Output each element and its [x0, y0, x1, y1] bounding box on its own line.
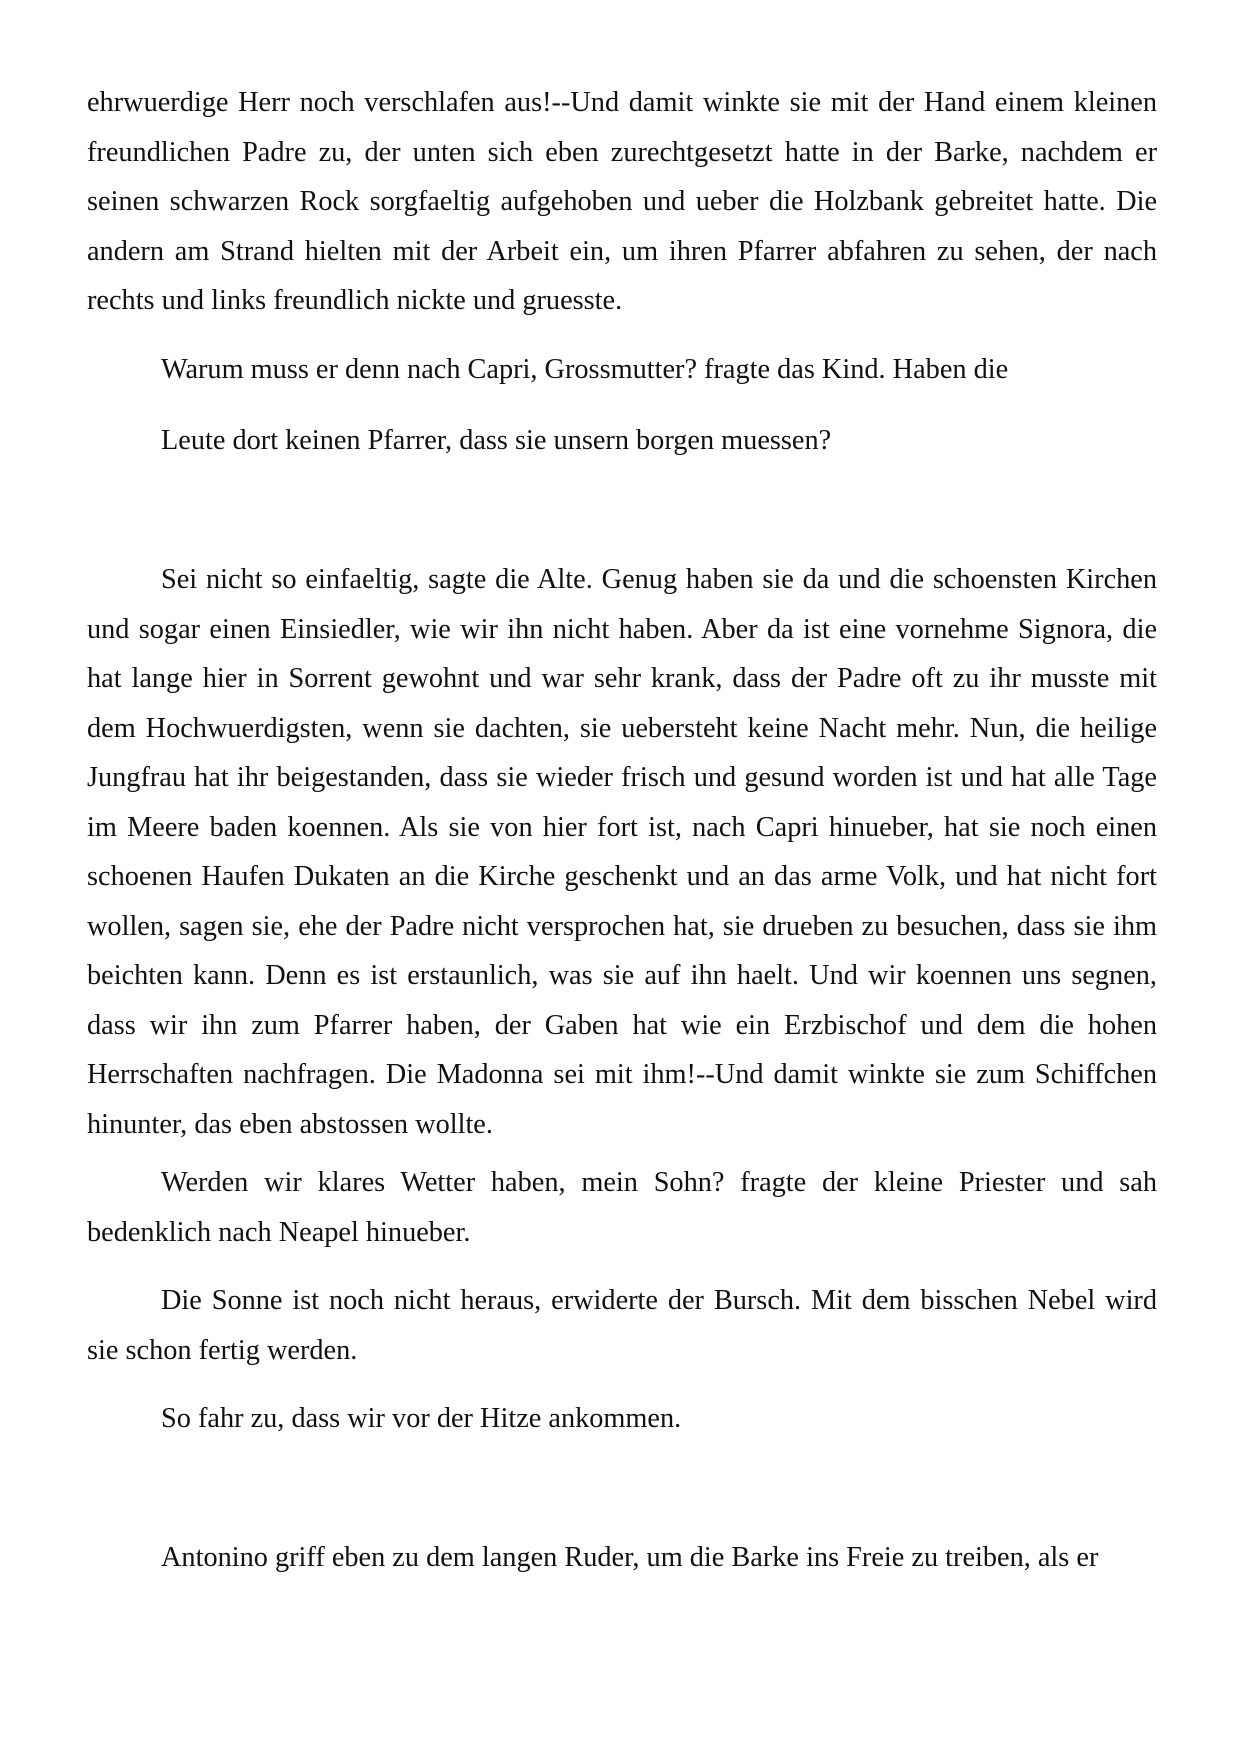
paragraph-boy-reply: Die Sonne ist noch nicht heraus, erwiderte der Bursch. Mit dem bisschen Nebel wird sie schon fertig werden.: [87, 1285, 1157, 1366]
paragraph-priest-instruction: So fahr zu, dass wir vor der Hitze ankommen.: [161, 1403, 682, 1434]
paragraph-padre-departure: ehrwuerdige Herr noch verschlafen aus!--Und damit winkte sie mit der Hand einem kleinen freundlichen Padre zu, der unten sich eben zurechtgesetzt hatte in der Barke, nachdem er seinen schwarzen Rock sorgfaeltig aufgehoben und ueber die Holzbank gebreitet hatte. Die andern am Strand hielten mit der Arbeit ein, um ihren Pfarrer abfahren zu sehen, der nach rechts und links freundlich nickte und gruesste.: [87, 87, 1157, 316]
paragraph-antonino-rowing: Antonino griff eben zu dem langen Ruder, um die Barke ins Freie zu treiben, als er: [161, 1542, 1099, 1573]
paragraph-child-question-line-1: Warum muss er denn nach Capri, Grossmutter? fragte das Kind. Haben die: [161, 354, 1009, 385]
paragraph-grandmother-answer: Sei nicht so einfaeltig, sagte die Alte. Genug haben sie da und die schoensten Kirchen und sogar einen Einsiedler, wie wir ihn nicht haben. Aber da ist eine vornehme Signora, die hat lange hier in Sorrent gewohnt und war sehr krank, dass der Padre oft zu ihr musste mit dem Hochwuerdigsten, wenn sie dachten, sie uebersteht keine Nacht mehr. Nun, die heilige Jungfrau hat ihr beigestanden, dass sie wieder frisch und gesund worden ist und hat alle Tage im Meere baden koennen. Als sie von hier fort ist, nach Capri hinueber, hat sie noch einen schoenen Haufen Dukaten an die Kirche geschenkt und an das arme Volk, und hat nicht fort wollen, sagen sie, ehe der Padre nicht versprochen hat, sie drueben zu besuchen, dass sie ihm beichten kann. Denn es ist erstaunlich, was sie auf ihn haelt. Und wir koennen uns segnen, dass wir ihn zum Pfarrer haben, der Gaben hat wie ein Erzbischof und dem die hohen Herrschaften nachfragen. Die Madonna sei mit ihm!--Und damit winkte sie zum Schiffchen hinunter, das eben abstossen wollte.: [87, 564, 1157, 1140]
paragraph-priest-weather-question: Werden wir klares Wetter haben, mein Sohn? fragte der kleine Priester und sah bedenklich nach Neapel hinueber.: [87, 1167, 1157, 1248]
paragraph-child-question-line-2: Leute dort keinen Pfarrer, dass sie unsern borgen muessen?: [161, 425, 832, 456]
